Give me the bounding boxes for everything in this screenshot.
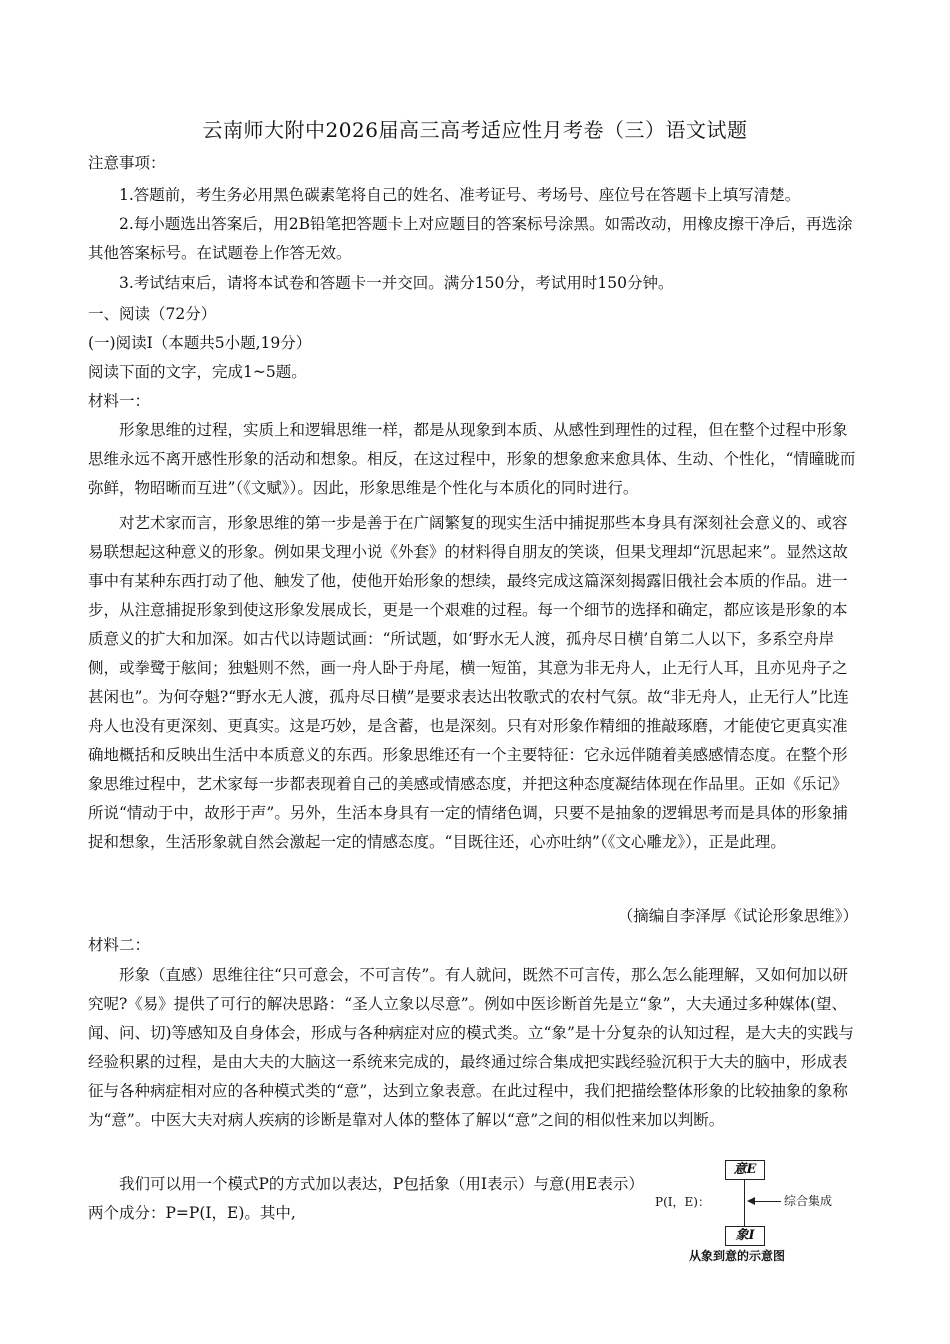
diagram-arrow-label: 综合集成 <box>784 1194 833 1208</box>
material1-source: （摘编自李泽厚《试论形象思维》） <box>617 907 858 925</box>
image-to-meaning-diagram <box>655 1160 845 1263</box>
material2-paragraph-1 <box>88 961 860 1135</box>
section-sub-heading: (一)阅读Ⅰ（本题共5小题,19分） <box>88 334 312 352</box>
material1-label: 材料一： <box>88 392 151 410</box>
diagram-top-box: 意E <box>725 1160 765 1180</box>
notes-item-3-text: 3.考试结束后，请将本试卷和答题卡一并交回。满分150分，考试用时150分钟。 <box>119 274 674 292</box>
diagram-arrow-line <box>755 1201 781 1202</box>
section-part-heading: 一、阅读（72分） <box>88 305 217 323</box>
notes-item-3 <box>88 269 860 298</box>
diagram-connector-line <box>744 1180 745 1226</box>
notes-heading: 注意事项： <box>88 154 166 172</box>
notes-item-2-text: 2.每小题选出答案后，用2B铅笔把答题卡上对应题目的答案标号涂黑。如需改动，用橡皮擦干净后，再选涂其他答案标号。在试题卷上作答无效。 <box>88 215 853 262</box>
notes-item-1-text: 1.答题前，考生务必用黑色碳素笔将自己的姓名、准考证号、考场号、座位号在答题卡上填写清楚。 <box>119 186 801 204</box>
notes-item-2 <box>88 210 860 268</box>
diagram-bottom-box: 象I <box>725 1226 765 1246</box>
material1-paragraph-1 <box>88 416 860 503</box>
material1-paragraph-1-text: 形象思维的过程，实质上和逻辑思维一样，都是从现象到本质、从感性到理性的过程，但在整个过程中形象思维永远不离开感性形象的活动和想象。相反，在这过程中，形象的想象愈来愈具体、生动、个性化，“情曈昽而弥鲜，物昭晰而互进”（《文赋》）。因此，形象思维是个性化与本质化的同时进行。 <box>88 421 856 497</box>
page-title: 云南师大附中2026届高三高考适应性月考卷（三）语文试题 <box>202 118 748 142</box>
diagram-p-label: P(I，E)： <box>655 1195 710 1209</box>
material1-paragraph-2-text: 对艺术家而言，形象思维的第一步是善于在广阔繁复的现实生活中捕捉那些本身具有深刻社会意义的、或容易联想起这种意义的形象。例如果戈理小说《外套》的材料得自朋友的笑谈，但果戈理却“沉思起来”。显然这故事中有某种东西打动了他、触发了他，使他开始形象的想续，最终完成这篇深刻揭露旧俄社会本质的作品。进一步，从注意捕捉形象到使这形象发展成长，更是一个艰难的过程。每一个细节的选择和确定，都应该是形象的本质意义的扩大和加深。如古代以诗题试画：“所试题，如‘野水无人渡，孤舟尽日横’自第二人以下，多系空舟岸侧，或拳鹭于舷间；独魁则不然，画一舟人卧于舟尾，横一短笛，其意为非无舟人，止无行人耳，且亦见舟子之甚闲也”。为何夺魁?“野水无人渡，孤舟尽日横”是要求表达出牧歌式的农村气氛。故“非无舟人，止无行人”比连舟人也没有更深刻、更真实。这是巧妙，是含蓄，也是深刻。只有对形象作精细的推敲琢磨，才能使它更真实准确地概括和反映出生活中本质意义的东西。形象思维还有一个主要特征：它永远伴随着美感感情态度。在整个形象思维过程中，艺术家每一步都表现着自己的美感或情感态度，并把这种态度凝结体现在作品里。正如《乐记》所说“情动于中，故形于声”。另外，生活本身具有一定的情绪色调，只要不是抽象的逻辑思考而是具体的形象捕捉和想象，生活形象就自然会激起一定的情感态度。“目既往还，心亦吐纳”（《文心雕龙》），正是此理。 <box>88 514 849 851</box>
material2-label: 材料二： <box>88 936 151 954</box>
material1-paragraph-2 <box>88 509 860 857</box>
arrow-left-icon <box>747 1197 755 1205</box>
section-instruction: 阅读下面的文字，完成1~5题。 <box>88 363 307 381</box>
diagram-caption: 从象到意的示意图 <box>689 1249 786 1263</box>
material2-paragraph-2 <box>88 1170 640 1228</box>
material2-paragraph-2-text: 我们可以用一个模式P的方式加以表达，P包括象（用I表示）与意(用E表示）两个成分：P=P(I，E)。其中, <box>88 1175 637 1222</box>
notes-item-1 <box>88 181 860 210</box>
material2-paragraph-1-text: 形象（直感）思维往往“只可意会，不可言传”。有人就问，既然不可言传，那么怎么能理解，又如何加以研究呢?《易》提供了可行的解决思路：“圣人立象以尽意”。例如中医诊断首先是立“象”，大夫通过多种媒体(望、闻、问、切)等感知及自身体会，形成与各种病症对应的模式类。立“象”是十分复杂的认知过程，是大夫的实践与经验积累的过程，是由大夫的大脑这一系统来完成的，最终通过综合集成把实践经验沉积于大夫的脑中，形成表征与各种病症相对应的各种模式类的“意”，达到立象表意。在此过程中，我们把描绘整体形象的比较抽象的象称为“意”。中医大夫对病人疾病的诊断是靠对人体的整体了解以“意”之间的相似性来加以判断。 <box>88 966 854 1129</box>
